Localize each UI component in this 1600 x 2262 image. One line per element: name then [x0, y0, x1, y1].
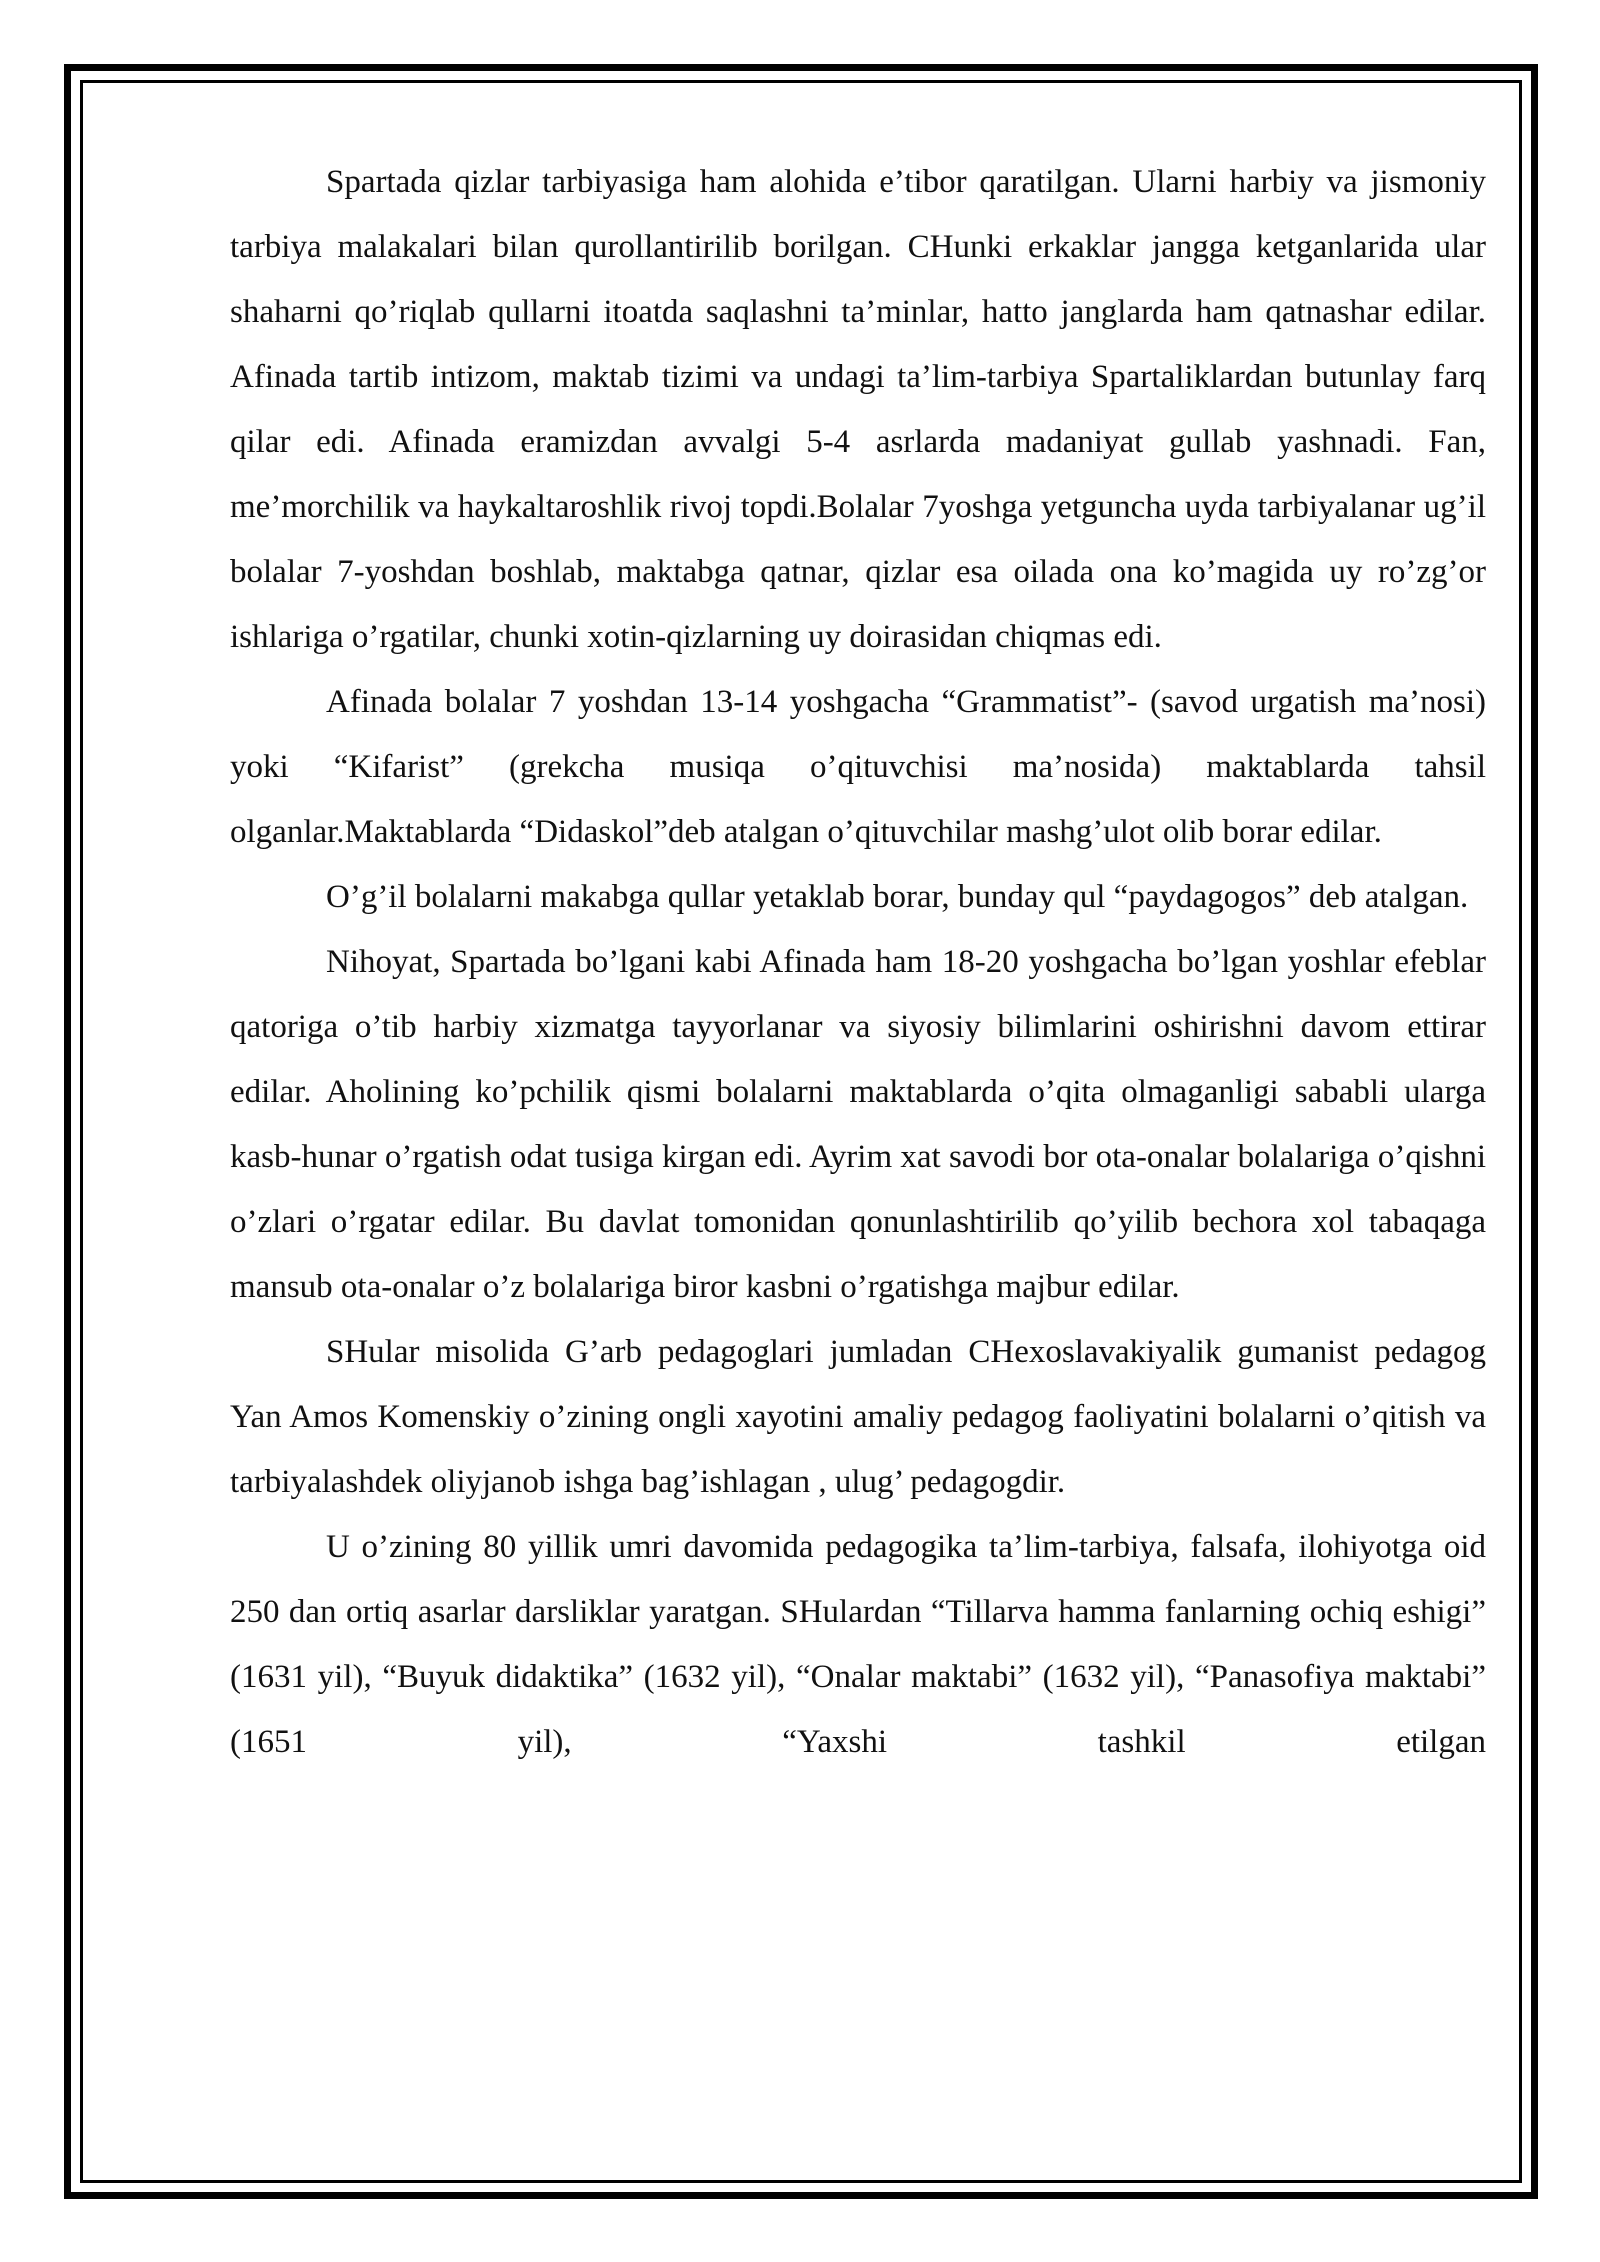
paragraph: Afinada bolalar 7 yoshdan 13-14 yoshgacha “Grammatist”- (savod urgatish ma’nosi) yoki “Kifarist” (grekcha musiqa o’qituvchisi ma’nosida) maktablarda tahsil olganlar.Maktablarda “Didaskol”deb atalgan o’qituvchilar mashg’ulot olib borar edilar. [230, 684, 1486, 850]
paragraph: Spartada qizlar tarbiyasiga ham alohida e’tibor qaratilgan. Ularni harbiy va jismoniy tarbiya malakalari bilan qurollantirilib borilgan. CHunki erkaklar jangga ketganlarida ular shaharni qo’riqlab qullarni itoatda saqlashni ta’minlar, hatto janglarda ham qatnashar edilar. Afinada tartib intizom, maktab tizimi va undagi ta’lim-tarbiya Spartaliklardan butunlay farq qilar edi. Afinada eramizdan avvalgi 5-4 asrlarda madaniyat gullab yashnadi. Fan, me’morchilik va haykaltaroshlik rivoj topdi.Bolalar 7yoshga yetguncha uyda tarbiyalanar ug’il bolalar 7-yoshdan boshlab, maktabga qatnar, qizlar esa oilada ona ko’magida uy ro’zg’or ishlariga o’rgatilar, chunki xotin-qizlarning uy doirasidan chiqmas edi. [230, 164, 1486, 655]
document-body [230, 150, 1486, 1775]
paragraph: O’g’il bolalarni makabga qullar yetaklab borar, bunday qul “paydagogos” deb atalgan. [326, 879, 1469, 915]
paragraph: U o’zining 80 yillik umri davomida pedagogika ta’lim-tarbiya, falsafa, ilohiyotga oid 250 dan ortiq asarlar darsliklar yaratgan. SHulardan “Tillarva hamma fanlarning ochiq eshigi” (1631 yil), “Buyuk didaktika” (1632 yil), “Onalar maktabi” (1632 yil), “Panasofiya maktabi” (1651 yil), “Yaxshi tashkil etilgan [230, 1529, 1486, 1760]
paragraph: Nihoyat, Spartada bo’lgani kabi Afinada ham 18-20 yoshgacha bo’lgan yoshlar efeblar qatoriga o’tib harbiy xizmatga tayyorlanar va siyosiy bilimlarini oshirishni davom ettirar edilar. Aholining ko’pchilik qismi bolalarni maktablarda o’qita olmaganligi sababli ularga kasb-hunar o’rgatish odat tusiga kirgan edi. Ayrim xat savodi bor ota-onalar bolalariga o’qishni o’zlari o’rgatar edilar. Bu davlat tomonidan qonunlashtirilib qo’yilib bechora xol tabaqaga mansub ota-onalar o’z bolalariga biror kasbni o’rgatishga majbur edilar. [230, 944, 1486, 1305]
paragraph: SHular misolida G’arb pedagoglari jumladan CHexoslavakiyalik gumanist pedagog Yan Amos Komenskiy o’zining ongli xayotini amaliy pedagog faoliyatini bolalarni o’qitish va tarbiyalashdek oliyjanob ishga bag’ishlagan , ulug’ pedagogdir. [230, 1334, 1486, 1500]
